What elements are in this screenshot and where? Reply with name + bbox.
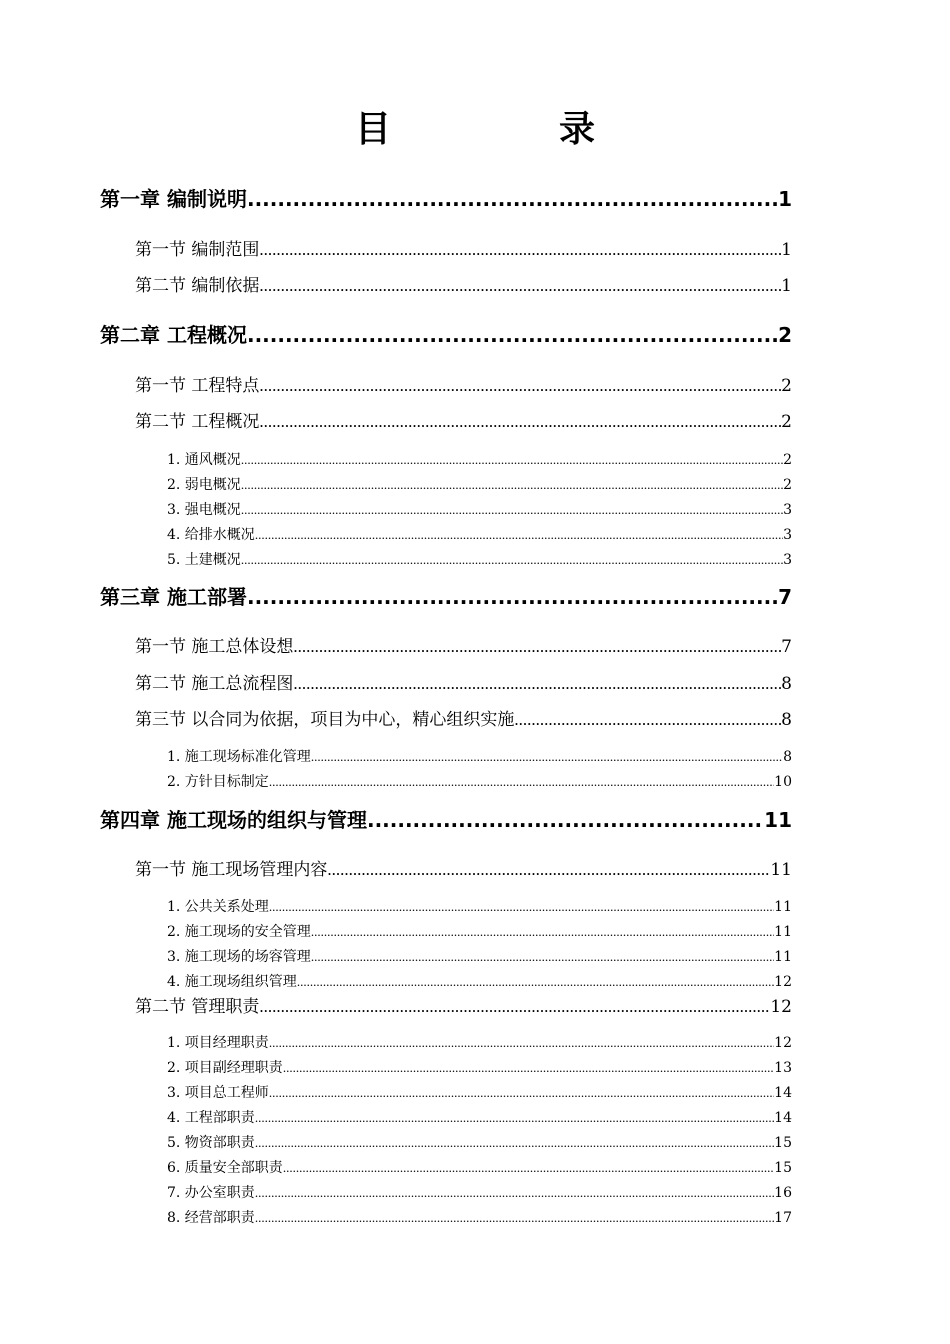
toc-page-number: 8 bbox=[781, 710, 792, 730]
toc-page-number: 10 bbox=[774, 774, 792, 790]
toc-entry-text: 5. 物资部职责 bbox=[167, 1135, 255, 1151]
toc-section-entry[interactable] bbox=[135, 672, 792, 696]
toc-subsection-entry[interactable] bbox=[167, 772, 792, 792]
toc-entry-text: 1. 项目经理职责 bbox=[167, 1035, 269, 1051]
toc-chapter-entry[interactable] bbox=[100, 322, 792, 348]
toc-entry-text: 第二节 编制依据 bbox=[135, 276, 260, 296]
dot-leader bbox=[247, 186, 778, 212]
dot-leader bbox=[269, 1083, 774, 1103]
dot-leader bbox=[283, 1058, 774, 1078]
toc-entry-text: 第三章 施工部署 bbox=[100, 585, 247, 609]
dot-leader bbox=[269, 772, 774, 792]
toc-entry-text: 2. 项目副经理职责 bbox=[167, 1060, 283, 1076]
toc-entry-text: 3. 施工现场的场容管理 bbox=[167, 949, 311, 965]
dot-leader bbox=[259, 410, 781, 434]
toc-entry-text: 4. 施工现场组织管理 bbox=[167, 974, 297, 990]
dot-leader bbox=[311, 747, 783, 767]
toc-section-entry[interactable] bbox=[135, 238, 792, 262]
toc-page-number: 11 bbox=[774, 899, 792, 915]
toc-page-number: 11 bbox=[764, 808, 792, 832]
toc-page-number: 3 bbox=[783, 527, 792, 543]
toc-subsection-entry[interactable] bbox=[167, 525, 792, 545]
toc-subsection-entry[interactable] bbox=[167, 972, 792, 992]
toc-page-number: 15 bbox=[774, 1160, 792, 1176]
dot-leader bbox=[259, 374, 781, 398]
dot-leader bbox=[259, 995, 770, 1019]
dot-leader bbox=[255, 525, 783, 545]
toc-entry-text: 第一节 工程特点 bbox=[135, 376, 260, 396]
dot-leader bbox=[327, 858, 770, 882]
dot-leader bbox=[247, 584, 778, 610]
toc-page-number: 12 bbox=[770, 997, 792, 1017]
toc-page-number: 1 bbox=[781, 240, 792, 260]
toc-subsection-entry[interactable] bbox=[167, 897, 792, 917]
toc-entry-text: 4. 给排水概况 bbox=[167, 527, 255, 543]
toc-entry-text: 第一章 编制说明 bbox=[100, 187, 247, 211]
toc-page-number: 13 bbox=[774, 1060, 792, 1076]
dot-leader bbox=[367, 807, 764, 833]
toc-page-number: 2 bbox=[781, 376, 792, 396]
toc-subsection-entry[interactable] bbox=[167, 1108, 792, 1128]
toc-page-number: 12 bbox=[774, 1035, 792, 1051]
toc-entry-text: 8. 经营部职责 bbox=[167, 1210, 255, 1226]
toc-page-number: 2 bbox=[783, 452, 792, 468]
toc-entry-text: 第二节 管理职责 bbox=[135, 997, 260, 1017]
toc-entry-text: 1. 施工现场标准化管理 bbox=[167, 749, 311, 765]
toc-section-entry[interactable] bbox=[135, 410, 792, 434]
toc-entry-text: 第二节 施工总流程图 bbox=[135, 674, 294, 694]
toc-section-entry[interactable] bbox=[135, 374, 792, 398]
toc-section-entry[interactable] bbox=[135, 708, 792, 732]
toc-page-number: 15 bbox=[774, 1135, 792, 1151]
toc-entry-text: 6. 质量安全部职责 bbox=[167, 1160, 283, 1176]
dot-leader bbox=[255, 1133, 774, 1153]
toc-entry-text: 第二章 工程概况 bbox=[100, 323, 247, 347]
toc-page-number: 14 bbox=[774, 1085, 792, 1101]
toc-entry-text: 2. 施工现场的安全管理 bbox=[167, 924, 311, 940]
toc-entry-text: 第三节 以合同为依据，项目为中心，精心组织实施 bbox=[135, 710, 515, 730]
toc-subsection-entry[interactable] bbox=[167, 475, 792, 495]
dot-leader bbox=[311, 922, 774, 942]
toc-subsection-entry[interactable] bbox=[167, 550, 792, 570]
dot-leader bbox=[259, 274, 781, 298]
toc-subsection-entry[interactable] bbox=[167, 1208, 792, 1228]
dot-leader bbox=[241, 475, 783, 495]
dot-leader bbox=[259, 238, 781, 262]
toc-entry-text: 4. 工程部职责 bbox=[167, 1110, 255, 1126]
toc-subsection-entry[interactable] bbox=[167, 1058, 792, 1078]
dot-leader bbox=[283, 1158, 774, 1178]
toc-entry-text: 第二节 工程概况 bbox=[135, 412, 260, 432]
toc-page-number: 12 bbox=[774, 974, 792, 990]
toc-subsection-entry[interactable] bbox=[167, 747, 792, 767]
toc-subsection-entry[interactable] bbox=[167, 1033, 792, 1053]
dot-leader bbox=[269, 1033, 774, 1053]
toc-page-number: 17 bbox=[774, 1210, 792, 1226]
toc-entry-text: 2. 弱电概况 bbox=[167, 477, 241, 493]
toc-subsection-entry[interactable] bbox=[167, 450, 792, 470]
toc-page-number: 1 bbox=[781, 276, 792, 296]
toc-page-number: 7 bbox=[778, 585, 792, 609]
dot-leader bbox=[247, 322, 778, 348]
dot-leader bbox=[293, 635, 781, 659]
toc-page-number: 14 bbox=[774, 1110, 792, 1126]
toc-page-number: 2 bbox=[783, 477, 792, 493]
toc-page-number: 8 bbox=[781, 674, 792, 694]
dot-leader bbox=[241, 450, 783, 470]
toc-page-number: 8 bbox=[783, 749, 792, 765]
toc-page-number: 2 bbox=[778, 323, 792, 347]
toc-subsection-entry[interactable] bbox=[167, 947, 792, 967]
toc-section-entry[interactable] bbox=[135, 995, 792, 1019]
toc-section-entry[interactable] bbox=[135, 635, 792, 659]
toc-page-number: 11 bbox=[770, 860, 792, 880]
dot-leader bbox=[514, 708, 781, 732]
toc-page-number: 16 bbox=[774, 1185, 792, 1201]
toc-entry-text: 第一节 施工总体设想 bbox=[135, 637, 294, 657]
dot-leader bbox=[297, 972, 774, 992]
toc-entry-text: 第一节 施工现场管理内容 bbox=[135, 860, 328, 880]
toc-page-number: 2 bbox=[781, 412, 792, 432]
toc-subsection-entry[interactable] bbox=[167, 1183, 792, 1203]
dot-leader bbox=[255, 1208, 774, 1228]
dot-leader bbox=[255, 1183, 774, 1203]
toc-entry-text: 1. 公共关系处理 bbox=[167, 899, 269, 915]
toc-entry-text: 3. 项目总工程师 bbox=[167, 1085, 269, 1101]
toc-page-number: 7 bbox=[781, 637, 792, 657]
page-title: 目 录 bbox=[354, 109, 661, 150]
toc-entry-text: 2. 方针目标制定 bbox=[167, 774, 269, 790]
dot-leader bbox=[311, 947, 774, 967]
toc-page-number: 3 bbox=[783, 552, 792, 568]
dot-leader bbox=[255, 1108, 774, 1128]
toc-entry-text: 1. 通风概况 bbox=[167, 452, 241, 468]
toc-page-number: 11 bbox=[774, 949, 792, 965]
dot-leader bbox=[269, 897, 774, 917]
toc-entry-text: 5. 土建概况 bbox=[167, 552, 241, 568]
toc-subsection-entry[interactable] bbox=[167, 1083, 792, 1103]
toc-entry-text: 7. 办公室职责 bbox=[167, 1185, 255, 1201]
toc-chapter-entry[interactable] bbox=[100, 807, 792, 833]
toc-page-number: 11 bbox=[774, 924, 792, 940]
toc-subsection-entry[interactable] bbox=[167, 1133, 792, 1153]
toc-page-number: 3 bbox=[783, 502, 792, 518]
toc-entry-text: 第一节 编制范围 bbox=[135, 240, 260, 260]
toc-chapter-entry[interactable] bbox=[100, 186, 792, 212]
toc-entry-text: 3. 强电概况 bbox=[167, 502, 241, 518]
toc-section-entry[interactable] bbox=[135, 274, 792, 298]
toc-chapter-entry[interactable] bbox=[100, 584, 792, 610]
dot-leader bbox=[241, 500, 783, 520]
toc-page-number: 1 bbox=[778, 187, 792, 211]
toc-entry-text: 第四章 施工现场的组织与管理 bbox=[100, 808, 367, 832]
toc-subsection-entry[interactable] bbox=[167, 922, 792, 942]
toc-subsection-entry[interactable] bbox=[167, 500, 792, 520]
toc-subsection-entry[interactable] bbox=[167, 1158, 792, 1178]
dot-leader bbox=[293, 672, 781, 696]
dot-leader bbox=[241, 550, 783, 570]
toc-section-entry[interactable] bbox=[135, 858, 792, 882]
